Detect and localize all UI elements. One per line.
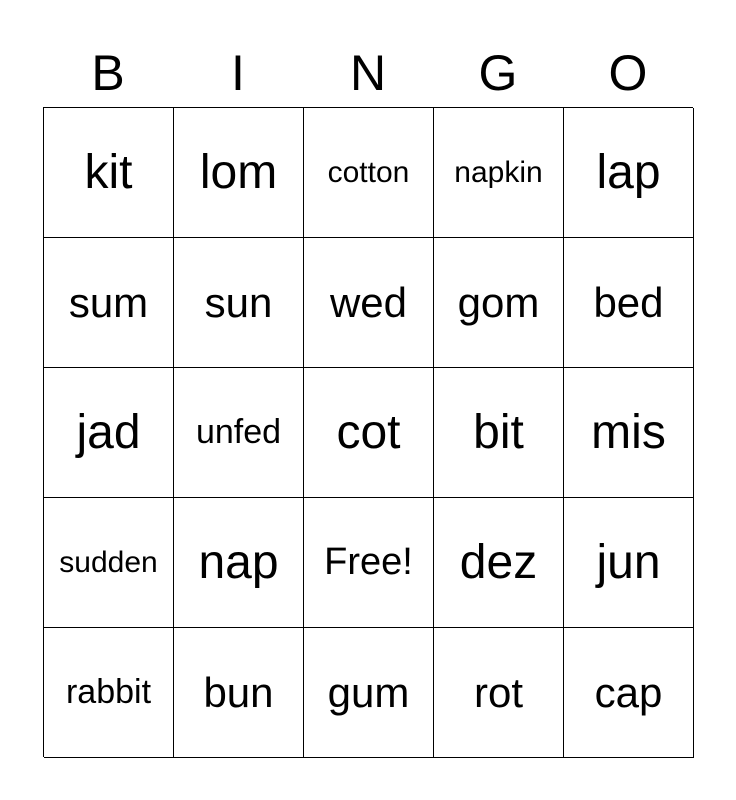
bingo-cell[interactable]: rabbit <box>44 628 174 758</box>
bingo-free-space[interactable]: Free! <box>304 498 434 628</box>
bingo-cell[interactable]: cotton <box>304 108 434 238</box>
header-letter-o: O <box>608 45 648 101</box>
bingo-cell[interactable]: gom <box>434 238 564 368</box>
bingo-cell[interactable]: unfed <box>174 368 304 498</box>
bingo-cell[interactable]: nap <box>174 498 304 628</box>
bingo-cell[interactable]: cap <box>564 628 694 758</box>
bingo-board <box>43 107 693 757</box>
bingo-cell[interactable]: wed <box>304 238 434 368</box>
header-letter-g: G <box>478 45 518 101</box>
bingo-cell[interactable]: cot <box>304 368 434 498</box>
bingo-cell[interactable]: sun <box>174 238 304 368</box>
bingo-cell[interactable]: bun <box>174 628 304 758</box>
bingo-header <box>43 40 693 106</box>
bingo-cell[interactable]: jad <box>44 368 174 498</box>
bingo-cell[interactable]: mis <box>564 368 694 498</box>
header-letter-i: I <box>231 45 245 101</box>
bingo-cell[interactable]: rot <box>434 628 564 758</box>
bingo-cell[interactable]: sudden <box>44 498 174 628</box>
header-letter-b: B <box>91 45 125 101</box>
bingo-cell[interactable]: jun <box>564 498 694 628</box>
bingo-cell[interactable]: napkin <box>434 108 564 238</box>
bingo-cell[interactable]: dez <box>434 498 564 628</box>
bingo-cell[interactable]: sum <box>44 238 174 368</box>
bingo-cell[interactable]: kit <box>44 108 174 238</box>
bingo-cell[interactable]: bed <box>564 238 694 368</box>
bingo-cell[interactable]: bit <box>434 368 564 498</box>
bingo-cell[interactable]: lap <box>564 108 694 238</box>
bingo-cell[interactable]: lom <box>174 108 304 238</box>
header-letter-n: N <box>349 45 387 101</box>
bingo-cell[interactable]: gum <box>304 628 434 758</box>
